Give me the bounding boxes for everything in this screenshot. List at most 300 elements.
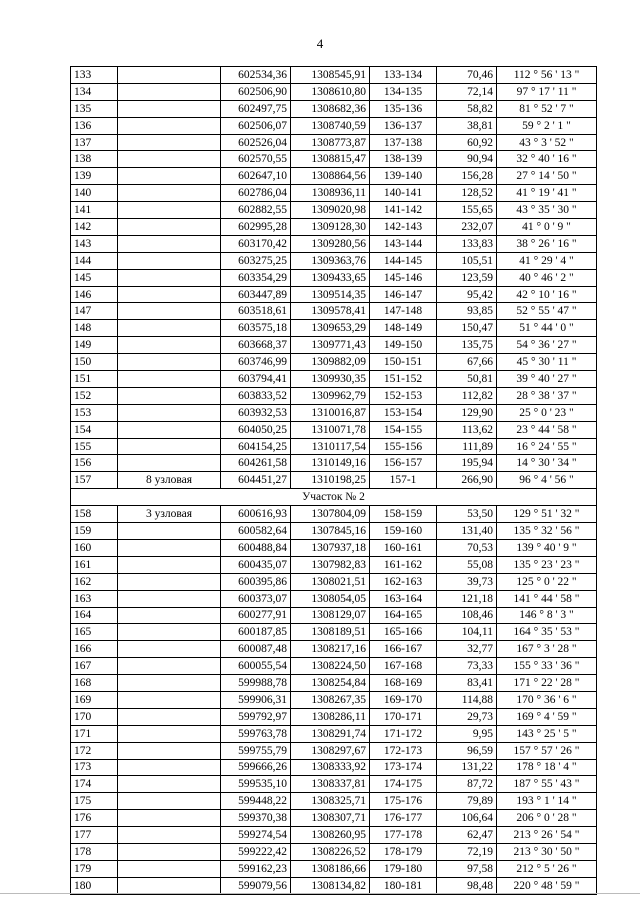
point-type-cell	[118, 877, 221, 894]
y-coordinate-cell: 1307845,16	[291, 523, 370, 540]
table-row	[71, 151, 597, 168]
x-coordinate-cell: 604154,25	[221, 438, 291, 455]
point-number-cell: 173	[71, 759, 118, 776]
x-coordinate-cell: 599535,10	[221, 776, 291, 793]
point-type-cell	[118, 134, 221, 151]
segment-cell: 154-155	[370, 421, 437, 438]
y-coordinate-cell: 1308333,92	[291, 759, 370, 776]
point-type-cell	[118, 67, 221, 84]
point-type-cell	[118, 810, 221, 827]
table-row	[71, 641, 597, 658]
x-coordinate-cell: 599162,23	[221, 860, 291, 877]
y-coordinate-cell: 1308054,05	[291, 590, 370, 607]
length-cell: 106,64	[437, 810, 497, 827]
table-row	[71, 168, 597, 185]
point-number-cell: 167	[71, 658, 118, 675]
table-row	[71, 843, 597, 860]
coordinates-table	[70, 66, 597, 895]
y-coordinate-cell: 1309882,09	[291, 354, 370, 371]
x-coordinate-cell: 600616,93	[221, 506, 291, 523]
point-number-cell: 166	[71, 641, 118, 658]
bearing-cell: 213 ° 30 ' 50 "	[497, 843, 597, 860]
segment-cell: 178-179	[370, 843, 437, 860]
point-type-cell	[118, 708, 221, 725]
x-coordinate-cell: 600435,07	[221, 556, 291, 573]
page-bottom-divider	[0, 893, 640, 894]
length-cell: 108,46	[437, 607, 497, 624]
point-type-cell	[118, 776, 221, 793]
segment-cell: 149-150	[370, 337, 437, 354]
point-number-cell: 145	[71, 269, 118, 286]
x-coordinate-cell: 603354,29	[221, 269, 291, 286]
bearing-cell: 164 ° 35 ' 53 "	[497, 624, 597, 641]
x-coordinate-cell: 602647,10	[221, 168, 291, 185]
point-type-cell	[118, 337, 221, 354]
segment-cell: 138-139	[370, 151, 437, 168]
segment-cell: 134-135	[370, 83, 437, 100]
bearing-cell: 213 ° 26 ' 54 "	[497, 827, 597, 844]
bearing-cell: 38 ° 26 ' 16 "	[497, 235, 597, 252]
x-coordinate-cell: 599370,38	[221, 810, 291, 827]
segment-cell: 133-134	[370, 67, 437, 84]
segment-cell: 153-154	[370, 404, 437, 421]
y-coordinate-cell: 1308254,84	[291, 675, 370, 692]
table-row	[71, 810, 597, 827]
bearing-cell: 16 ° 24 ' 55 "	[497, 438, 597, 455]
bearing-cell: 135 ° 23 ' 23 "	[497, 556, 597, 573]
length-cell: 70,46	[437, 67, 497, 84]
x-coordinate-cell: 602570,55	[221, 151, 291, 168]
length-cell: 129,90	[437, 404, 497, 421]
length-cell: 232,07	[437, 219, 497, 236]
bearing-cell: 41 ° 29 ' 4 "	[497, 252, 597, 269]
length-cell: 72,19	[437, 843, 497, 860]
point-number-cell: 180	[71, 877, 118, 894]
y-coordinate-cell: 1308307,71	[291, 810, 370, 827]
bearing-cell: 28 ° 38 ' 37 "	[497, 387, 597, 404]
point-type-cell	[118, 641, 221, 658]
point-number-cell: 150	[71, 354, 118, 371]
point-number-cell: 174	[71, 776, 118, 793]
point-type-cell	[118, 219, 221, 236]
x-coordinate-cell: 603668,37	[221, 337, 291, 354]
table-row	[71, 725, 597, 742]
point-number-cell: 146	[71, 286, 118, 303]
bearing-cell: 139 ° 40 ' 9 "	[497, 539, 597, 556]
bearing-cell: 23 ° 44 ' 58 "	[497, 421, 597, 438]
table-row	[71, 539, 597, 556]
table-row	[71, 67, 597, 84]
point-type-cell	[118, 658, 221, 675]
bearing-cell: 220 ° 48 ' 59 "	[497, 877, 597, 894]
section-row	[71, 489, 597, 506]
bearing-cell: 143 ° 25 ' 5 "	[497, 725, 597, 742]
table-row	[71, 607, 597, 624]
point-number-cell: 138	[71, 151, 118, 168]
segment-cell: 147-148	[370, 303, 437, 320]
x-coordinate-cell: 603833,52	[221, 387, 291, 404]
table-row	[71, 134, 597, 151]
segment-cell: 171-172	[370, 725, 437, 742]
point-number-cell: 141	[71, 202, 118, 219]
segment-cell: 152-153	[370, 387, 437, 404]
table-row	[71, 371, 597, 388]
x-coordinate-cell: 603932,53	[221, 404, 291, 421]
length-cell: 50,81	[437, 371, 497, 388]
y-coordinate-cell: 1309930,35	[291, 371, 370, 388]
bearing-cell: 178 ° 18 ' 4 "	[497, 759, 597, 776]
x-coordinate-cell: 600373,07	[221, 590, 291, 607]
x-coordinate-cell: 603275,25	[221, 252, 291, 269]
x-coordinate-cell: 602882,55	[221, 202, 291, 219]
page-number: 4	[316, 36, 324, 51]
length-cell: 97,58	[437, 860, 497, 877]
point-number-cell: 152	[71, 387, 118, 404]
length-cell: 79,89	[437, 793, 497, 810]
y-coordinate-cell: 1308325,71	[291, 793, 370, 810]
section-title: Участок № 2	[71, 489, 597, 506]
point-number-cell: 161	[71, 556, 118, 573]
length-cell: 32,77	[437, 641, 497, 658]
point-number-cell: 155	[71, 438, 118, 455]
y-coordinate-cell: 1308291,74	[291, 725, 370, 742]
y-coordinate-cell: 1309771,43	[291, 337, 370, 354]
segment-cell: 166-167	[370, 641, 437, 658]
point-number-cell: 142	[71, 219, 118, 236]
point-number-cell: 153	[71, 404, 118, 421]
length-cell: 135,75	[437, 337, 497, 354]
bearing-cell: 169 ° 4 ' 59 "	[497, 708, 597, 725]
y-coordinate-cell: 1308864,56	[291, 168, 370, 185]
point-number-cell: 175	[71, 793, 118, 810]
y-coordinate-cell: 1310149,16	[291, 455, 370, 472]
length-cell: 96,59	[437, 742, 497, 759]
point-type-cell	[118, 624, 221, 641]
length-cell: 83,41	[437, 675, 497, 692]
y-coordinate-cell: 1308610,80	[291, 83, 370, 100]
length-cell: 111,89	[437, 438, 497, 455]
point-number-cell: 169	[71, 691, 118, 708]
bearing-cell: 187 ° 55 ' 43 "	[497, 776, 597, 793]
table-row	[71, 877, 597, 894]
bearing-cell: 141 ° 44 ' 58 "	[497, 590, 597, 607]
segment-cell: 139-140	[370, 168, 437, 185]
length-cell: 95,42	[437, 286, 497, 303]
point-number-cell: 133	[71, 67, 118, 84]
x-coordinate-cell: 603518,61	[221, 303, 291, 320]
length-cell: 70,53	[437, 539, 497, 556]
point-number-cell: 157	[71, 472, 118, 489]
table-row	[71, 860, 597, 877]
segment-cell: 174-175	[370, 776, 437, 793]
length-cell: 9,95	[437, 725, 497, 742]
y-coordinate-cell: 1308267,35	[291, 691, 370, 708]
segment-cell: 167-168	[370, 658, 437, 675]
point-type-cell	[118, 539, 221, 556]
table-row	[71, 252, 597, 269]
y-coordinate-cell: 1308217,16	[291, 641, 370, 658]
point-number-cell: 168	[71, 675, 118, 692]
point-number-cell: 177	[71, 827, 118, 844]
length-cell: 98,48	[437, 877, 497, 894]
length-cell: 266,90	[437, 472, 497, 489]
y-coordinate-cell: 1308224,50	[291, 658, 370, 675]
bearing-cell: 39 ° 40 ' 27 "	[497, 371, 597, 388]
length-cell: 104,11	[437, 624, 497, 641]
table-row	[71, 303, 597, 320]
x-coordinate-cell: 602786,04	[221, 185, 291, 202]
x-coordinate-cell: 604050,25	[221, 421, 291, 438]
point-type-cell	[118, 151, 221, 168]
table-row	[71, 404, 597, 421]
point-type-cell	[118, 556, 221, 573]
bearing-cell: 212 ° 5 ' 26 "	[497, 860, 597, 877]
length-cell: 114,88	[437, 691, 497, 708]
point-type-cell	[118, 286, 221, 303]
segment-cell: 161-162	[370, 556, 437, 573]
table-row	[71, 624, 597, 641]
length-cell: 60,92	[437, 134, 497, 151]
segment-cell: 160-161	[370, 539, 437, 556]
point-number-cell: 137	[71, 134, 118, 151]
table-row	[71, 320, 597, 337]
point-number-cell: 172	[71, 742, 118, 759]
bearing-cell: 167 ° 3 ' 28 "	[497, 641, 597, 658]
x-coordinate-cell: 604261,58	[221, 455, 291, 472]
segment-cell: 163-164	[370, 590, 437, 607]
segment-cell: 155-156	[370, 438, 437, 455]
length-cell: 72,14	[437, 83, 497, 100]
point-number-cell: 176	[71, 810, 118, 827]
point-type-cell	[118, 185, 221, 202]
table-row	[71, 354, 597, 371]
point-type-cell	[118, 793, 221, 810]
y-coordinate-cell: 1308286,11	[291, 708, 370, 725]
segment-cell: 136-137	[370, 117, 437, 134]
segment-cell: 156-157	[370, 455, 437, 472]
table-row	[71, 590, 597, 607]
point-type-cell	[118, 202, 221, 219]
length-cell: 113,62	[437, 421, 497, 438]
y-coordinate-cell: 1309433,65	[291, 269, 370, 286]
bearing-cell: 59 ° 2 ' 1 "	[497, 117, 597, 134]
point-type-cell	[118, 843, 221, 860]
y-coordinate-cell: 1308773,87	[291, 134, 370, 151]
bearing-cell: 155 ° 33 ' 36 "	[497, 658, 597, 675]
point-number-cell: 147	[71, 303, 118, 320]
bearing-cell: 40 ° 46 ' 2 "	[497, 269, 597, 286]
point-type-cell	[118, 387, 221, 404]
bearing-cell: 43 ° 35 ' 30 "	[497, 202, 597, 219]
table-row	[71, 506, 597, 523]
segment-cell: 137-138	[370, 134, 437, 151]
table-row	[71, 117, 597, 134]
segment-cell: 169-170	[370, 691, 437, 708]
bearing-cell: 45 ° 30 ' 11 "	[497, 354, 597, 371]
bearing-cell: 170 ° 36 ' 6 "	[497, 691, 597, 708]
table-row	[71, 100, 597, 117]
length-cell: 67,66	[437, 354, 497, 371]
table-row	[71, 658, 597, 675]
point-type-cell	[118, 573, 221, 590]
point-type-cell	[118, 303, 221, 320]
y-coordinate-cell: 1309280,56	[291, 235, 370, 252]
y-coordinate-cell: 1310016,87	[291, 404, 370, 421]
point-number-cell: 179	[71, 860, 118, 877]
table-row	[71, 455, 597, 472]
x-coordinate-cell: 599763,78	[221, 725, 291, 742]
point-number-cell: 139	[71, 168, 118, 185]
segment-cell: 150-151	[370, 354, 437, 371]
table-row	[71, 776, 597, 793]
segment-cell: 146-147	[370, 286, 437, 303]
point-type-cell	[118, 590, 221, 607]
x-coordinate-cell: 599666,26	[221, 759, 291, 776]
length-cell: 195,94	[437, 455, 497, 472]
segment-cell: 159-160	[370, 523, 437, 540]
point-number-cell: 144	[71, 252, 118, 269]
point-type-cell	[118, 168, 221, 185]
x-coordinate-cell: 602534,36	[221, 67, 291, 84]
table-row	[71, 742, 597, 759]
y-coordinate-cell: 1309514,35	[291, 286, 370, 303]
bearing-cell: 42 ° 10 ' 16 "	[497, 286, 597, 303]
point-type-cell	[118, 742, 221, 759]
bearing-cell: 32 ° 40 ' 16 "	[497, 151, 597, 168]
y-coordinate-cell: 1308129,07	[291, 607, 370, 624]
length-cell: 131,22	[437, 759, 497, 776]
point-number-cell: 159	[71, 523, 118, 540]
length-cell: 150,47	[437, 320, 497, 337]
length-cell: 131,40	[437, 523, 497, 540]
point-type-cell	[118, 455, 221, 472]
bearing-cell: 41 ° 0 ' 9 "	[497, 219, 597, 236]
point-number-cell: 134	[71, 83, 118, 100]
point-type-cell	[118, 100, 221, 117]
bearing-cell: 129 ° 51 ' 32 "	[497, 506, 597, 523]
x-coordinate-cell: 602506,07	[221, 117, 291, 134]
table-row	[71, 185, 597, 202]
segment-cell: 144-145	[370, 252, 437, 269]
point-type-cell: 8 узловая	[118, 472, 221, 489]
x-coordinate-cell: 602526,04	[221, 134, 291, 151]
length-cell: 39,73	[437, 573, 497, 590]
table-row	[71, 708, 597, 725]
point-type-cell	[118, 827, 221, 844]
point-type-cell	[118, 354, 221, 371]
length-cell: 93,85	[437, 303, 497, 320]
point-type-cell	[118, 725, 221, 742]
point-type-cell	[118, 421, 221, 438]
point-type-cell	[118, 523, 221, 540]
point-type-cell	[118, 404, 221, 421]
y-coordinate-cell: 1308186,66	[291, 860, 370, 877]
length-cell: 128,52	[437, 185, 497, 202]
segment-cell: 165-166	[370, 624, 437, 641]
x-coordinate-cell: 600055,54	[221, 658, 291, 675]
point-number-cell: 151	[71, 371, 118, 388]
segment-cell: 175-176	[370, 793, 437, 810]
length-cell: 155,65	[437, 202, 497, 219]
point-number-cell: 135	[71, 100, 118, 117]
x-coordinate-cell: 600488,84	[221, 539, 291, 556]
y-coordinate-cell: 1308740,59	[291, 117, 370, 134]
segment-cell: 179-180	[370, 860, 437, 877]
y-coordinate-cell: 1308226,52	[291, 843, 370, 860]
segment-cell: 164-165	[370, 607, 437, 624]
y-coordinate-cell: 1308189,51	[291, 624, 370, 641]
y-coordinate-cell: 1308936,11	[291, 185, 370, 202]
point-type-cell	[118, 860, 221, 877]
segment-cell: 170-171	[370, 708, 437, 725]
y-coordinate-cell: 1308337,81	[291, 776, 370, 793]
table-row	[71, 523, 597, 540]
table-row	[71, 675, 597, 692]
point-type-cell	[118, 607, 221, 624]
segment-cell: 148-149	[370, 320, 437, 337]
point-type-cell	[118, 371, 221, 388]
table-row	[71, 691, 597, 708]
point-type-cell	[118, 252, 221, 269]
bearing-cell: 125 ° 0 ' 22 "	[497, 573, 597, 590]
x-coordinate-cell: 600187,85	[221, 624, 291, 641]
segment-cell: 151-152	[370, 371, 437, 388]
x-coordinate-cell: 599792,97	[221, 708, 291, 725]
x-coordinate-cell: 599755,79	[221, 742, 291, 759]
table-row	[71, 337, 597, 354]
length-cell: 133,83	[437, 235, 497, 252]
point-type-cell	[118, 235, 221, 252]
bearing-cell: 146 ° 8 ' 3 "	[497, 607, 597, 624]
bearing-cell: 81 ° 52 ' 7 "	[497, 100, 597, 117]
table-row	[71, 219, 597, 236]
point-type-cell	[118, 83, 221, 100]
segment-cell: 157-1	[370, 472, 437, 489]
y-coordinate-cell: 1309653,29	[291, 320, 370, 337]
table-row	[71, 759, 597, 776]
x-coordinate-cell: 604451,27	[221, 472, 291, 489]
length-cell: 62,47	[437, 827, 497, 844]
segment-cell: 135-136	[370, 100, 437, 117]
x-coordinate-cell: 603746,99	[221, 354, 291, 371]
length-cell: 53,50	[437, 506, 497, 523]
x-coordinate-cell: 599906,31	[221, 691, 291, 708]
table-row	[71, 438, 597, 455]
segment-cell: 177-178	[370, 827, 437, 844]
y-coordinate-cell: 1309578,41	[291, 303, 370, 320]
length-cell: 112,82	[437, 387, 497, 404]
length-cell: 105,51	[437, 252, 497, 269]
table-row	[71, 556, 597, 573]
segment-cell: 176-177	[370, 810, 437, 827]
length-cell: 73,33	[437, 658, 497, 675]
bearing-cell: 97 ° 17 ' 11 "	[497, 83, 597, 100]
y-coordinate-cell: 1309962,79	[291, 387, 370, 404]
y-coordinate-cell: 1309363,76	[291, 252, 370, 269]
point-number-cell: 162	[71, 573, 118, 590]
table-row	[71, 83, 597, 100]
segment-cell: 172-173	[370, 742, 437, 759]
table-row	[71, 793, 597, 810]
point-number-cell: 170	[71, 708, 118, 725]
point-number-cell: 136	[71, 117, 118, 134]
y-coordinate-cell: 1310117,54	[291, 438, 370, 455]
table-row	[71, 286, 597, 303]
point-number-cell: 160	[71, 539, 118, 556]
y-coordinate-cell: 1308815,47	[291, 151, 370, 168]
y-coordinate-cell: 1308682,36	[291, 100, 370, 117]
point-number-cell: 154	[71, 421, 118, 438]
